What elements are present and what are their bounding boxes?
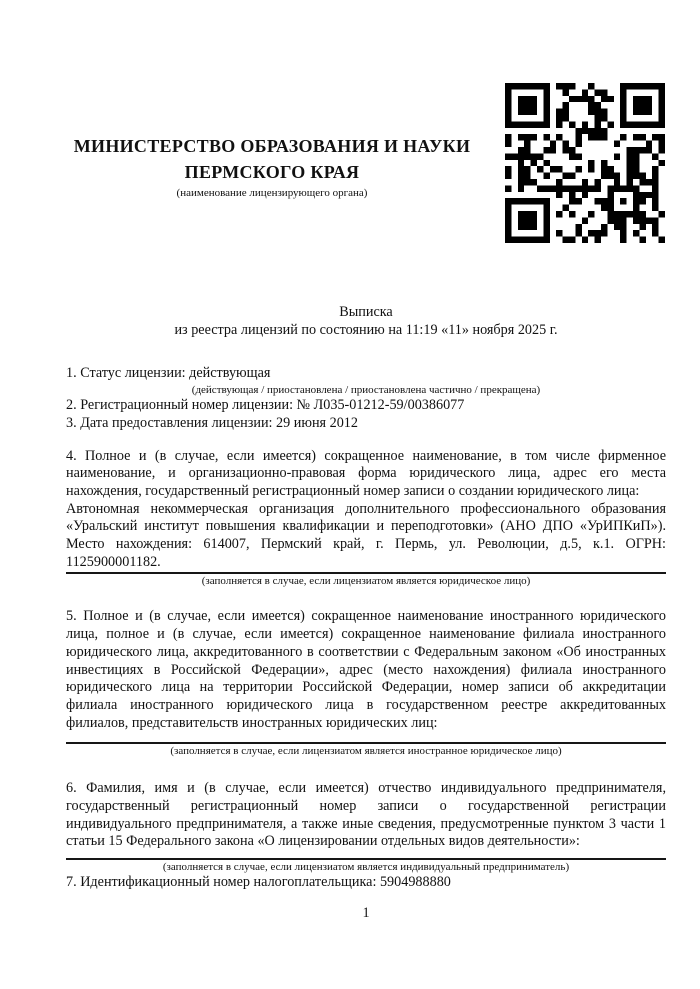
item-1-status: 1. Статус лицензии: действующая: [66, 365, 271, 382]
item-6-description: 6. Фамилия, имя и (в случае, если имеется) отчество индивидуального предпринимателя, государственный регистрационный номер записи о государственной регистрации индивидуального предпринимателя, а также иные сведения, предусмотренные пунктом 3 части 1 статьи 15 Федерального закона «О лицензировании отдельных видов деятельности»:: [66, 780, 666, 850]
item-6-caption: (заполняется в случае, если лицензиатом является индивидуальный предприниматель): [162, 861, 570, 874]
item-1-caption: (действующая / приостановлена / приостановлена частично / прекращена): [191, 384, 541, 397]
item-5-description: 5. Полное и (в случае, если имеется) сокращенное наименование иностранного юридического лица, полное и (в случае, если имеется) сокращенное наименование филиала иностранного юридического лица, аккредитованного в соответствии с Федеральным законом «Об иностранных инвестициях в Российской Федерации», адрес (место нахождения) филиала иностранного юридического лица на территории Российской Федерации, номер записи об аккредитации филиала иностранного юридического лица в государственном реестре аккредитованных филиалов, представительств иностранных юридических лиц:: [66, 608, 666, 731]
ministry-name-line2: ПЕРМСКОГО КРАЯ: [184, 162, 360, 182]
extract-title-block: [66, 304, 666, 339]
ministry-caption: (наименование лицензирующего органа): [176, 187, 368, 199]
extract-title: Выписка: [339, 304, 393, 320]
item-4-description: 4. Полное и (в случае, если имеется) сокращенное наименование, в том числе фирменное наименование, и организационно-правовая форма юридического лица, адрес его места нахождения, государственный регистрационный номер записи о создании юридического лица:: [66, 447, 666, 499]
item-4-legal-entity-block: [66, 448, 666, 589]
item-4-caption: (заполняется в случае, если лицензиатом является юридическое лицо): [201, 575, 531, 588]
item-4-underline: [66, 572, 666, 574]
item-4-value: Автономная некоммерческая организация дополнительного профессионального образования «Уральский институт повышения квалификации и переподготовки» (АНО ДПО «УрИПКиП»). Место нахождения: 614007, Пермский край, г. Пермь, ул. Революции, д.5, к.1. ОГРН: 1125900001182.: [66, 500, 666, 570]
item-3-license-date: 3. Дата предоставления лицензии: 29 июня 2012: [66, 414, 358, 431]
item-6-entrepreneur-block: [66, 780, 666, 874]
extract-items: [66, 365, 666, 922]
extract-date-line: из реестра лицензий по состоянию на 11:19 «11» ноября 2025 г.: [174, 321, 558, 338]
item-5-caption: (заполняется в случае, если лицензиатом является иностранное юридическое лицо): [170, 745, 562, 758]
item-5-foreign-entity-block: [66, 608, 666, 758]
item-5-underline: [66, 742, 666, 744]
item-6-underline: [66, 858, 666, 860]
document-content: [66, 0, 666, 923]
item-7-taxpayer-number: 7. Идентификационный номер налогоплательщика: 5904988880: [66, 874, 451, 891]
document-header: [66, 133, 478, 200]
ministry-name-line1: МИНИСТЕРСТВО ОБРАЗОВАНИЯ И НАУКИ: [73, 136, 471, 156]
item-2-registration-number: 2. Регистрационный номер лицензии: № Л035-01212-59/00386077: [66, 397, 465, 414]
page-number: 1: [362, 904, 370, 921]
